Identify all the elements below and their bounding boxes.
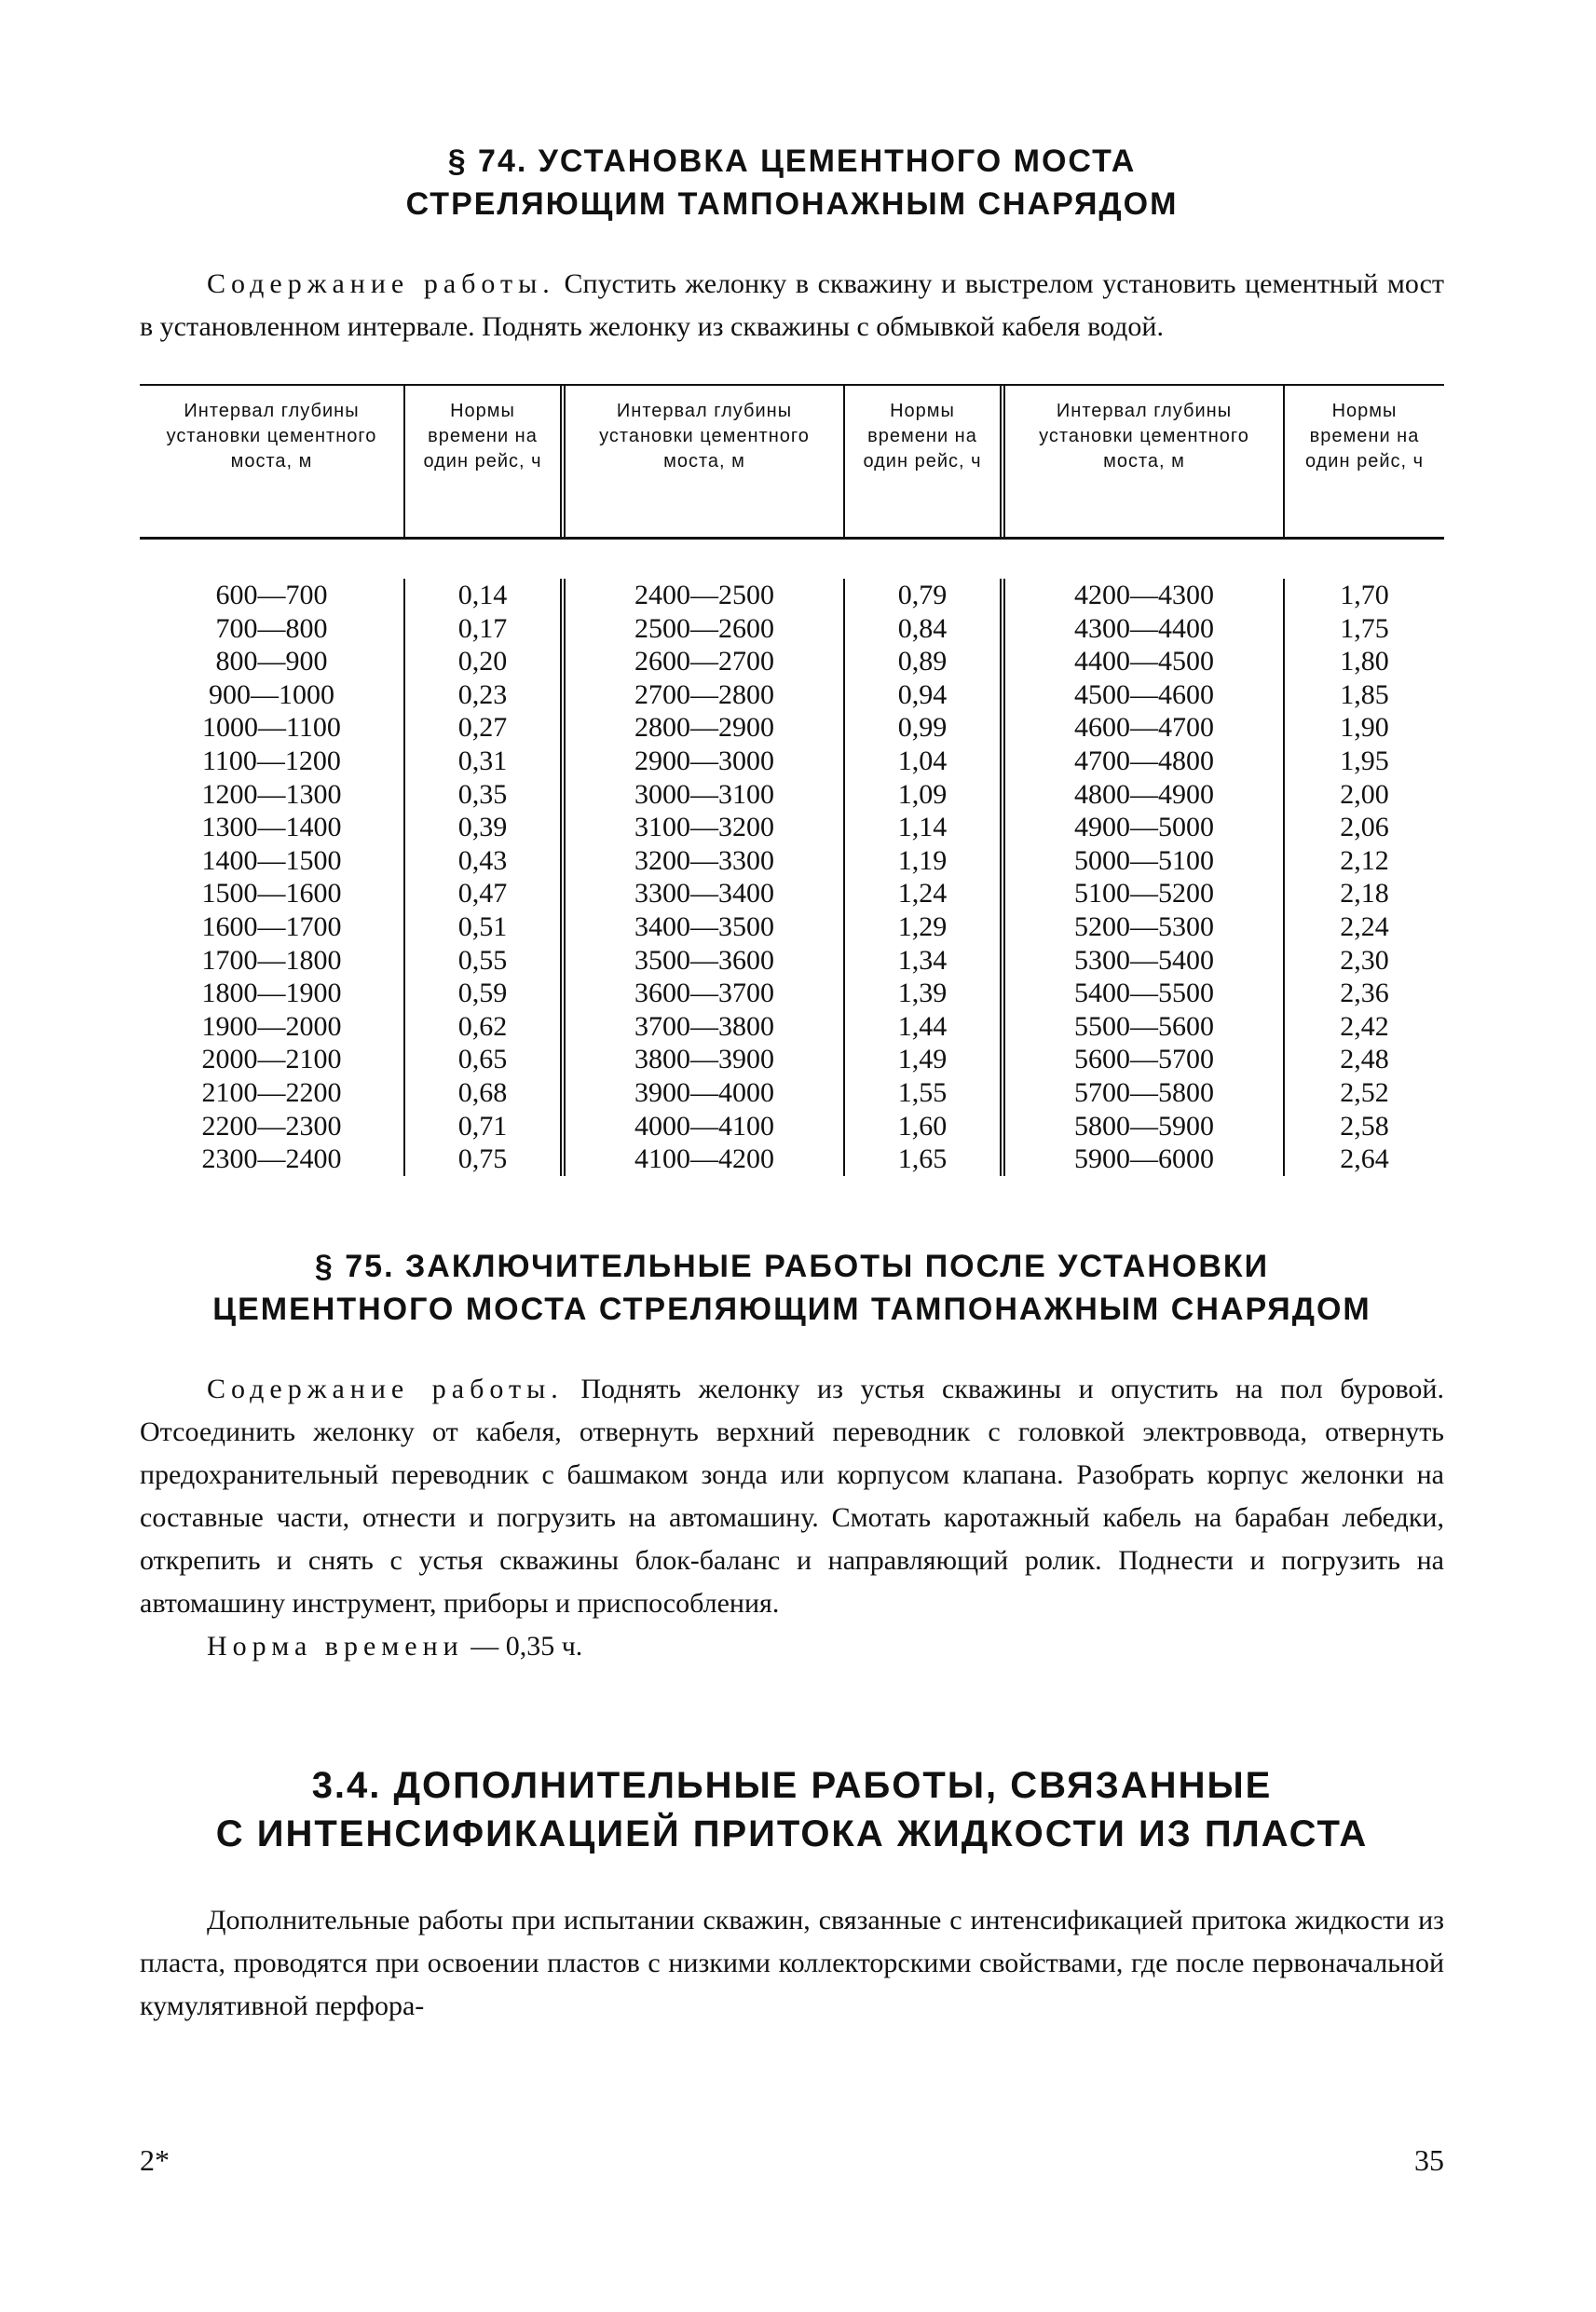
interval-cell: 800—900 [215,646,328,677]
section-74-content [140,263,1444,349]
norm-cell: 0,43 [457,844,508,876]
section-74-title-line1: § 74. УСТАНОВКА ЦЕМЕНТНОГО МОСТА [447,144,1137,179]
norm-cell: 2,58 [1340,1110,1389,1142]
header-interval-3: Интервал глубины установки цементного моста, м [1005,386,1285,537]
interval-cell: 1400—1500 [201,844,342,876]
norm-cell: 0,23 [457,678,508,710]
interval-cell: 5500—5600 [1074,1010,1214,1042]
interval-cell: 3300—3400 [634,878,774,910]
norm-cell: 2,48 [1340,1044,1389,1075]
interval-cell: 2800—2900 [634,712,774,744]
norm-cell: 0,89 [897,646,948,677]
interval-cell: 5600—5700 [1074,1044,1214,1075]
section-74-title-line2: СТРЕЛЯЮЩИМ ТАМПОНАЖНЫМ СНАРЯДОМ [405,186,1179,222]
header-interval-1: Интервал глубины установки цементного моста, м [140,386,405,537]
section-75-content-label: Содержание работы. [207,1373,564,1404]
norm-cell: 1,44 [897,1010,948,1042]
section-75-norm-label: Норма времени [207,1630,464,1662]
interval-cell: 5900—6000 [1074,1143,1214,1175]
norm-cell: 1,19 [897,844,948,876]
interval-cell: 1500—1600 [201,878,342,910]
signature-mark: 2* [140,2143,170,2177]
section-75-norm [140,1625,1444,1668]
interval-cell: 4100—4200 [634,1143,774,1175]
norm-cell: 0,55 [457,944,508,976]
interval-cell: 2600—2700 [634,646,774,677]
norm-cell: 1,70 [1340,580,1389,610]
interval-cell: 3700—3800 [634,1010,774,1042]
interval-cell: 600—700 [215,580,328,610]
interval-cell: 5200—5300 [1074,910,1214,942]
interval-cell: 4500—4600 [1074,678,1214,710]
interval-cell: 1600—1700 [201,910,342,942]
norm-cell: 0,62 [457,1010,508,1042]
norm-cell: 0,35 [457,778,508,810]
column-interval-3 [1005,579,1285,1176]
norm-cell: 1,55 [897,1076,948,1108]
interval-cell: 3800—3900 [634,1044,774,1075]
norm-cell: 1,39 [897,978,948,1009]
interval-cell: 4900—5000 [1074,812,1214,843]
norm-cell: 1,29 [897,910,948,942]
norm-cell: 1,75 [1340,612,1389,644]
section-3-4-text: Дополнительные работы при испытании скважин, связанные с интенсификацией притока жидкости из пласта, проводятся при освоении пластов с низкими коллекторскими свойствами, где после первоначальной кумулятивной перфора- [140,1904,1444,2021]
column-norm-2 [845,579,1005,1176]
interval-cell: 4600—4700 [1074,712,1214,744]
page-number: 35 [1414,2143,1444,2177]
header-norm-1: Нормы времени на один рейс, ч [405,386,566,537]
interval-cell: 5100—5200 [1074,878,1214,910]
column-interval-1 [140,579,405,1176]
interval-cell: 3500—3600 [634,944,774,976]
interval-cell: 5700—5800 [1074,1076,1214,1108]
norm-cell: 0,84 [897,612,948,644]
norm-cell: 2,52 [1340,1076,1389,1108]
interval-cell: 2500—2600 [634,612,774,644]
section-74-content-label: Содержание работы. [207,268,555,299]
interval-cell: 2200—2300 [201,1110,342,1142]
section-75-title-line2: ЦЕМЕНТНОГО МОСТА СТРЕЛЯЮЩИМ ТАМПОНАЖНЫМ СНАРЯДОМ [212,1291,1371,1327]
norms-table [140,384,1444,1185]
interval-cell: 4200—4300 [1074,580,1214,610]
interval-cell: 700—800 [215,612,328,644]
norm-cell: 0,17 [457,612,508,644]
norm-cell: 0,94 [897,678,948,710]
interval-cell: 1800—1900 [201,978,342,1009]
norm-cell: 0,59 [457,978,508,1009]
norm-cell: 1,14 [897,812,948,843]
interval-cell: 3900—4000 [634,1076,774,1108]
interval-cell: 4700—4800 [1074,745,1214,776]
interval-cell: 1000—1100 [202,712,341,744]
norm-cell: 2,12 [1340,844,1389,876]
norm-cell: 1,90 [1340,712,1389,744]
norm-cell: 2,06 [1340,812,1389,843]
interval-cell: 5400—5500 [1074,978,1214,1009]
norm-cell: 0,14 [457,580,508,610]
norm-cell: 2,30 [1340,944,1389,976]
section-74-title [140,140,1444,226]
column-interval-2 [566,579,845,1176]
interval-cell: 4300—4400 [1074,612,1214,644]
interval-cell: 1900—2000 [201,1010,342,1042]
norm-cell: 2,00 [1340,778,1389,810]
column-norm-3 [1285,579,1444,1176]
norm-cell: 2,42 [1340,1010,1389,1042]
interval-cell: 1300—1400 [201,812,342,843]
interval-cell: 4400—4500 [1074,646,1214,677]
norm-cell: 0,99 [897,712,948,744]
interval-cell: 2700—2800 [634,678,774,710]
interval-cell: 3100—3200 [634,812,774,843]
norm-cell: 2,36 [1340,978,1389,1009]
norm-cell: 2,18 [1340,878,1389,910]
norm-cell: 1,09 [897,778,948,810]
section-75-content-text: Поднять желонку из устья скважины и опустить на пол буровой. Отсоединить желонку от кабеля, отвернуть верхний переводник с головкой электроввода, отвернуть предохранительный переводник с башмаком зонда или корпусом клапана. Разобрать корпус желонки на составные части, отнести и погрузить на автомашину. Смотать каротажный кабель на барабан лебедки, открепить и снять с устья скважины блок-баланс и направляющий ролик. Поднести и погрузить на автомашину инструмент, приборы и приспособления. [140,1373,1444,1619]
norm-cell: 1,34 [897,944,948,976]
column-norm-1 [405,579,566,1176]
norm-cell: 1,95 [1340,745,1389,776]
interval-cell: 3200—3300 [634,844,774,876]
norm-cell: 0,47 [457,878,508,910]
interval-cell: 1700—1800 [201,944,342,976]
norm-cell: 0,31 [457,745,508,776]
norm-cell: 1,85 [1340,678,1389,710]
section-75-title-line1: § 75. ЗАКЛЮЧИТЕЛЬНЫЕ РАБОТЫ ПОСЛЕ УСТАНОВКИ [314,1248,1270,1284]
norm-cell: 1,65 [897,1143,948,1175]
section-75-content [140,1368,1444,1625]
page [140,140,1444,2028]
section-3-4-title [140,1761,1444,1858]
header-norm-3: Нормы времени на один рейс, ч [1304,401,1425,472]
section-74-content-text: Спустить желонку в скважину и выстрелом установить цементный мост в установленном интервале. Поднять желонку из скважины с обмывкой кабеля водой. [140,268,1444,342]
interval-cell: 3000—3100 [634,778,774,810]
header-norm-2: Нормы времени на один рейс, ч [845,386,1005,537]
norm-cell: 1,60 [897,1110,948,1142]
interval-cell: 5300—5400 [1074,944,1214,976]
interval-cell: 2900—3000 [634,745,774,776]
interval-cell: 3600—3700 [634,978,774,1009]
norm-cell: 0,71 [457,1110,508,1142]
interval-cell: 4800—4900 [1074,778,1214,810]
norm-cell: 0,27 [457,712,508,744]
table-body [140,540,1444,1185]
interval-cell: 1100—1200 [202,745,341,776]
norm-cell: 0,75 [457,1143,508,1175]
interval-cell: 2400—2500 [634,580,774,610]
norm-cell: 0,51 [457,910,508,942]
interval-cell: 3400—3500 [634,910,774,942]
norm-cell: 1,49 [897,1044,948,1075]
norm-cell: 0,20 [457,646,508,677]
section-75-title [140,1245,1444,1331]
interval-cell: 900—1000 [209,678,334,710]
norm-cell: 0,79 [897,580,948,610]
norm-cell: 0,39 [457,812,508,843]
norm-cell: 1,24 [897,878,948,910]
norm-cell: 1,04 [897,745,948,776]
table-header [140,386,1444,540]
norm-cell: 0,68 [457,1076,508,1108]
section-3-4-title-line2: С ИНТЕНСИФИКАЦИЕЙ ПРИТОКА ЖИДКОСТИ ИЗ ПЛАСТА [215,1813,1369,1854]
section-75-norm-value: — 0,35 ч. [471,1630,583,1662]
norm-cell: 2,24 [1340,910,1389,942]
interval-cell: 2100—2200 [201,1076,342,1108]
interval-cell: 2300—2400 [201,1143,342,1175]
interval-cell: 5800—5900 [1074,1110,1214,1142]
interval-cell: 1200—1300 [201,778,342,810]
interval-cell: 5000—5100 [1074,844,1214,876]
header-interval-2: Интервал глубины установки цементного моста, м [566,386,845,537]
section-3-4-title-line1: 3.4. ДОПОЛНИТЕЛЬНЫЕ РАБОТЫ, СВЯЗАННЫЕ [311,1764,1273,1806]
norm-cell: 0,65 [457,1044,508,1075]
norm-cell: 1,80 [1340,646,1389,677]
norm-cell: 2,64 [1340,1143,1389,1175]
interval-cell: 4000—4100 [634,1110,774,1142]
interval-cell: 2000—2100 [201,1044,342,1075]
page-footer [140,2143,1444,2178]
